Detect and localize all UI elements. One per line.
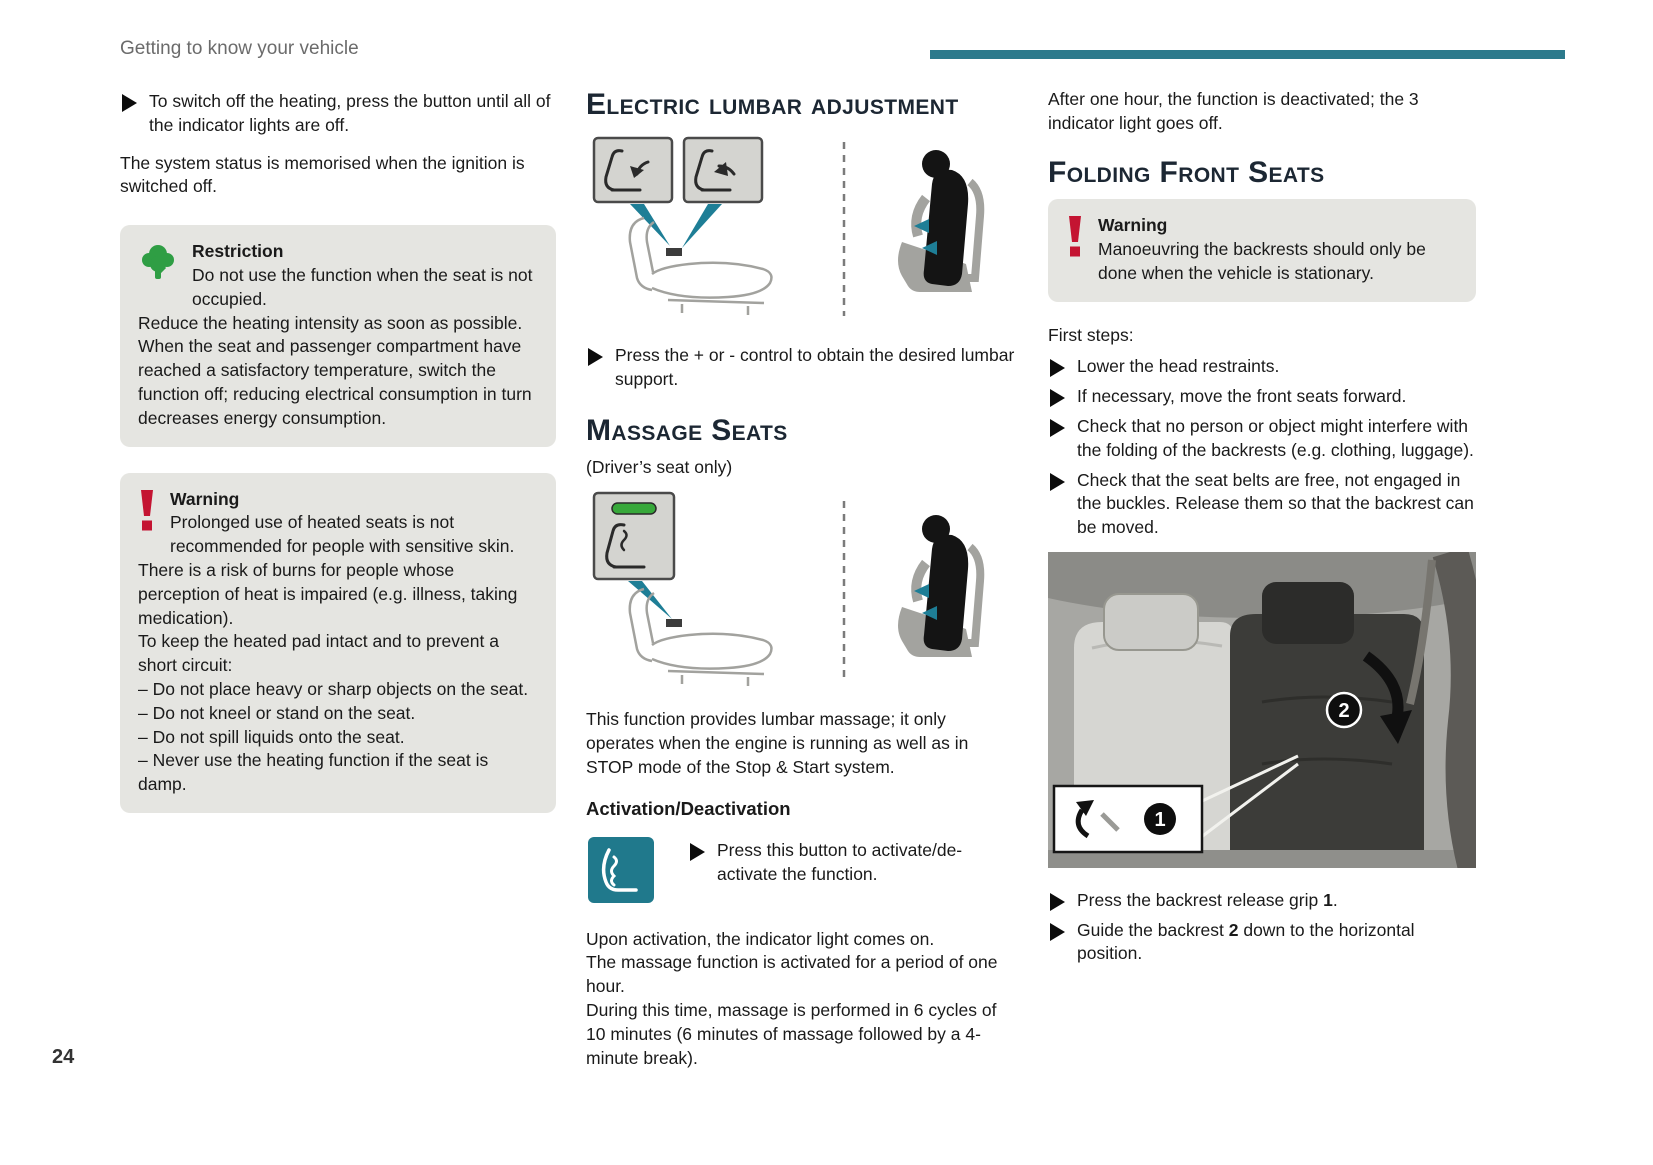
arrow-bullet-icon [588,348,603,366]
instruction-text [1077,919,1476,967]
header-accent-bar [930,50,1565,59]
massage-seat-diagram [586,491,1016,694]
activation-row [586,833,1016,910]
subheading-activation: Activation/Deactivation [586,797,791,819]
paragraph-line: During this time, massage is performed in 6 cycles of 10 minutes (6 minutes of massage followed by a 4-minute break). [586,999,997,1068]
paragraph-text: This function provides lumbar massage; it only operates when the engine is running as well as in STOP mode of the Stop & Start system. [586,709,969,777]
instruction-item [1048,355,1476,379]
paragraph: The system status is memorised when the ignition is switched off. [120,152,525,197]
box-line: – Never use the heating function if the seat is damp. [138,750,489,795]
first-steps-label: First steps: [1048,324,1134,345]
column-left [120,88,556,813]
paragraph-line: Upon activation, the indicator light comes on. [586,928,935,949]
section-heading-massage: Massage Seats [586,413,788,447]
instruction-text: To switch off the heating, press the button until all of the indicator lights are off. [149,91,551,135]
instruction-text: Lower the head restraints. [1077,356,1280,377]
section-heading-lumbar: Electric lumbar adjustment [586,88,959,121]
column-middle [586,88,1016,1070]
text-pre: Guide the backrest [1077,919,1229,940]
paragraph [1048,88,1476,136]
instruction-text: Press the + or - control to obtain the desired lumbar support. [615,345,1015,390]
warning-box [1048,199,1476,301]
arrow-bullet-icon [1050,473,1065,491]
photo-callout-2: 2 [1338,699,1350,722]
instruction-item [120,90,556,138]
massage-note: (Driver’s seat only) [586,456,733,477]
box-line: Do not use the function when the seat is not occupied. [192,264,533,309]
callout-ref-1: 1 [1323,889,1333,910]
text-post: down to the horizontal position. [1077,919,1415,964]
lumbar-adjustment-diagram [586,134,1016,331]
tree-icon [138,241,178,290]
box-title: Warning [170,488,240,509]
paragraph [586,708,1016,779]
arrow-bullet-icon [1050,923,1065,941]
page-number: 24 [52,1046,75,1068]
massage-button-icon [588,837,654,910]
box-line: Prolonged use of heated seats is not recommended for people with sensitive skin. There is a risk of burns for people whose perception of heat is impaired (e.g. illness, taking medication). [138,512,518,628]
box-line: Manoeuvring the backrests should only be done when the vehicle is stationary. [1098,238,1426,283]
warning-box [120,473,556,813]
text-pre: Press the backrest release grip [1077,889,1324,910]
instruction-text: Check that no person or object might interfere with the folding of the backrests (e.g. clothing, luggage). [1077,415,1474,460]
arrow-bullet-icon [1050,389,1065,407]
instruction-text: Check that the seat belts are free, not engaged in the buckles. Release them so that the backrest can be moved. [1077,469,1474,538]
steps-list [1048,355,1476,540]
running-header: Getting to know your vehicle [120,38,359,59]
arrow-bullet-icon [690,843,705,861]
box-line: Reduce the heating intensity as soon as possible. [138,312,523,333]
instruction-item [1048,889,1476,913]
box-line: – Do not kneel or stand on the seat. [138,702,416,723]
instruction-item [1048,385,1476,409]
warning-exclamation-icon [1066,215,1084,264]
paragraph-line: The massage function is activated for a period of one hour. [586,952,998,997]
instruction-item [586,344,1016,392]
instruction-item [1048,919,1476,967]
instruction-item [688,839,1016,887]
restriction-box [120,225,556,446]
box-line: – Do not spill liquids onto the seat. [138,726,405,747]
photo-callout-1: 1 [1154,808,1166,831]
warning-exclamation-icon [138,489,156,538]
paragraph [586,928,1016,1071]
box-line: When the seat and passenger compartment have reached a satisfactory temperature, switch the function off; reducing electrical consumption in turn decreases energy consumption. [138,336,532,428]
box-line: To keep the heated pad intact and to prevent a short circuit: [138,631,499,676]
section-heading-folding: Folding Front Seats [1048,155,1325,189]
arrow-bullet-icon [1050,359,1065,377]
folding-seat-photo [1048,552,1476,875]
arrow-bullet-icon [1050,419,1065,437]
instruction-item [1048,469,1476,540]
instruction-text: If necessary, move the front seats forward. [1077,386,1407,407]
box-title: Restriction [192,241,284,262]
instruction-item [1048,415,1476,463]
instruction-text [1077,889,1476,913]
callout-ref-2: 2 [1228,919,1239,940]
box-title: Warning [1098,215,1168,236]
instruction-text: Press this button to activate/de-activate the function. [717,839,963,884]
column-right [1048,88,1476,972]
arrow-bullet-icon [122,94,137,112]
text-post: . [1332,889,1338,910]
box-line: – Do not place heavy or sharp objects on the seat. [138,678,529,699]
paragraph-text: After one hour, the function is deactivated; the 3 indicator light goes off. [1048,89,1419,133]
arrow-bullet-icon [1050,893,1065,911]
